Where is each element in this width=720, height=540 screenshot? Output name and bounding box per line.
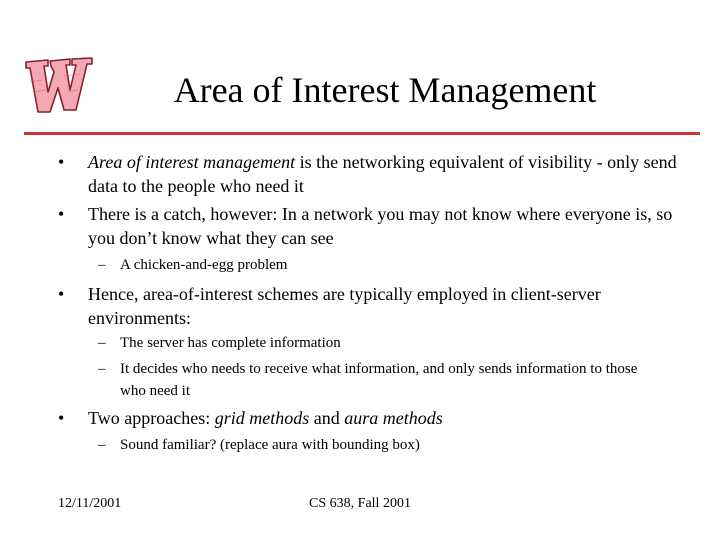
footer-course: CS 638, Fall 2001 — [309, 496, 411, 511]
bullet-text: is the networking equivalent of visibility - only send data to the people who need it — [88, 152, 677, 196]
bullet-marker: • — [58, 284, 65, 304]
bullet-marker: • — [58, 204, 65, 224]
sub-bullet-marker: – — [98, 361, 106, 377]
bullet-item — [58, 282, 678, 330]
bullet-text: There is a catch, however: In a network you may not know where everyone is, so you don’t know what they can see — [88, 204, 673, 248]
sub-bullet-item — [98, 332, 658, 354]
sub-bullet-marker: – — [98, 437, 106, 453]
bullet-text: and — [309, 408, 345, 428]
sub-bullet-text: It decides who needs to receive what information, and only sends information to those who need it — [120, 361, 638, 399]
university-w-logo — [20, 52, 96, 118]
footer-date: 12/11/2001 — [58, 496, 122, 511]
bullet-marker: • — [58, 408, 65, 428]
bullet-item — [58, 406, 678, 430]
bullet-text: Hence, area-of-interest schemes are typically employed in client-server environments: — [88, 284, 601, 328]
sub-bullet-text: Sound familiar? (replace aura with bounding box) — [120, 437, 420, 453]
title-divider — [24, 132, 700, 135]
slide-title: Area of Interest Management — [173, 70, 597, 110]
bullet-emphasis: aura methods — [344, 408, 443, 428]
sub-bullet-item — [98, 434, 658, 456]
bullet-marker: • — [58, 152, 65, 172]
bullet-emphasis: grid methods — [214, 408, 310, 428]
sub-bullet-marker: – — [98, 335, 106, 351]
bullet-item — [58, 202, 678, 250]
sub-bullet-marker: – — [98, 257, 106, 273]
sub-bullet-item — [98, 358, 658, 402]
bullet-emphasis: Area of interest management — [88, 152, 296, 172]
bullet-text: Two approaches: — [88, 408, 215, 428]
sub-bullet-text: A chicken-and-egg problem — [120, 257, 288, 273]
bullet-item — [58, 150, 678, 198]
sub-bullet-item — [98, 254, 658, 276]
sub-bullet-text: The server has complete information — [120, 335, 341, 351]
